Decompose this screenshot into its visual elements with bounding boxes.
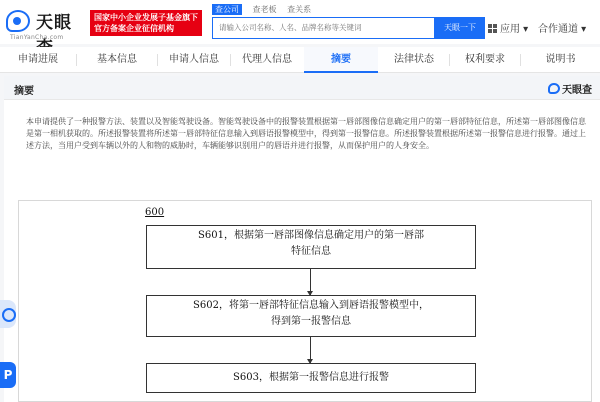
flow-arrow	[310, 269, 311, 295]
abstract-text: 本申请提供了一种报警方法、装置以及智能驾驶设备。智能驾驶设备中的报警装置根据第一唇部图像信息确定用户的第一唇部特征信息，所述第一唇部图像信息是第一相机获取的。所述报警装置将所述第一唇部特征信息输入到唇语报警模型中，得到第一报警信息。所述报警装置根据所述第一报警信息进行报警。通过上述方法，当用户受到车辆以外的人和物的威胁时，车辆能够识别用户的唇语并进行报警，从而保护用户的人身安全。	[26, 117, 586, 150]
tab-abstract[interactable]: 摘要	[304, 47, 378, 73]
step-s601-line1: S601，根据第一唇部图像信息确定用户的第一唇部	[198, 230, 424, 241]
flow-step-s603	[146, 363, 476, 393]
flow-arrow	[310, 337, 311, 363]
search-button[interactable]: 天眼一下	[435, 17, 485, 39]
tab-description[interactable]: 说明书	[545, 54, 576, 65]
brand-watermark	[548, 81, 592, 96]
tab-legal-status[interactable]: 法律状态	[394, 54, 434, 65]
eye-logo-icon	[6, 10, 30, 32]
step-s601-line2: 特征信息	[291, 246, 331, 257]
nav-app-label: 应用	[500, 24, 520, 35]
grid-icon	[488, 24, 497, 33]
tab-progress[interactable]: 申请进展	[18, 54, 58, 65]
eye-logo-icon	[548, 83, 560, 94]
top-header	[0, 0, 600, 44]
flow-step-s602	[146, 295, 476, 337]
promo-line-2: 官方备案企业征信机构	[94, 24, 174, 33]
search-tab-boss[interactable]: 查老板	[252, 5, 277, 14]
logo-domain: TianYanCha.com	[10, 34, 64, 41]
nav-app-menu[interactable]: 应用 ▾	[488, 20, 528, 35]
step-s602-line2: 得到第一报警信息	[271, 316, 351, 327]
app-float-button[interactable]: P	[0, 362, 16, 388]
search-input[interactable]	[219, 18, 429, 37]
figure-label: 600	[145, 207, 165, 218]
abstract-card	[4, 76, 600, 402]
step-s603-line1: S603，根据第一报警信息进行报警	[233, 372, 389, 383]
nav-coop-menu[interactable]: 合作通道 ▾	[538, 24, 587, 35]
step-s602-line1: S602，将第一唇部特征信息输入到唇语报警模型中，	[193, 300, 429, 311]
search-type-tabs	[212, 4, 319, 16]
site-logo[interactable]	[4, 4, 88, 40]
nav-coop-label: 合作通道	[538, 24, 578, 35]
tab-basic-info[interactable]: 基本信息	[97, 54, 137, 65]
patent-tab-bar	[0, 47, 600, 73]
tab-applicant[interactable]: 申请人信息	[169, 54, 219, 65]
search-box	[212, 17, 435, 39]
tab-agent[interactable]: 代理人信息	[242, 54, 292, 65]
card-header	[4, 76, 600, 100]
tab-claims[interactable]: 权利要求	[465, 54, 505, 65]
flowchart-figure	[18, 200, 592, 402]
promo-badge[interactable]	[90, 10, 202, 36]
search-tab-company[interactable]: 查公司	[212, 4, 242, 15]
promo-line-1: 国家中小企业发展子基金旗下	[94, 13, 198, 22]
flow-step-s601	[146, 225, 476, 269]
chat-float-button[interactable]	[0, 300, 16, 328]
search-tab-relation[interactable]: 查关系	[287, 5, 312, 14]
brand-text: 天眼查	[562, 85, 592, 96]
section-title: 摘要	[14, 86, 34, 97]
logo-text: 天眼	[36, 13, 72, 33]
